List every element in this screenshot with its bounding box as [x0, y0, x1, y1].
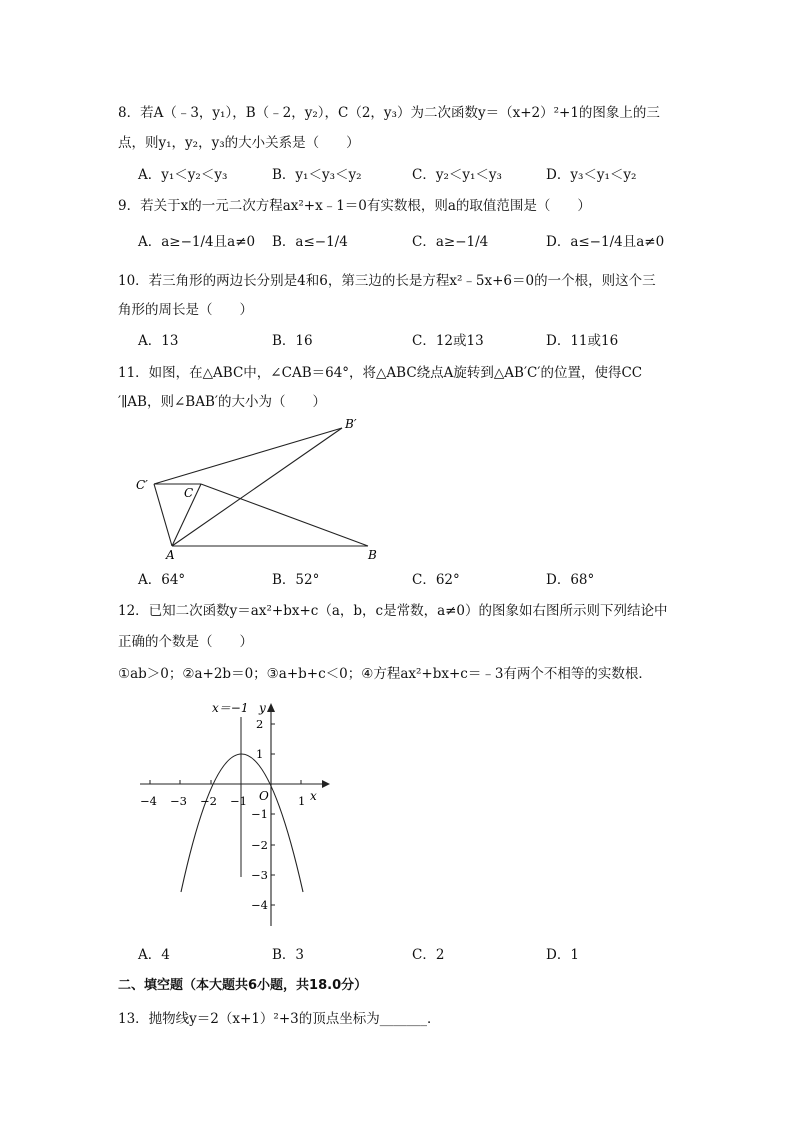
- q8-option-d[interactable]: D．y₃＜y₁＜y₂: [546, 167, 637, 183]
- q9-option-a[interactable]: A．a≥−1/4且a≠0: [138, 234, 256, 250]
- q10-option-d[interactable]: D．11或16: [546, 333, 619, 349]
- q9-option-d[interactable]: D．a≤−1/4且a≠0: [546, 234, 665, 250]
- x-tick-label: −1: [230, 794, 247, 808]
- q12-stem-line1: 12．已知二次函数y＝ax²+bx+c（a，b，c是常数，a≠0）的图象如右图所示则下列结论中: [118, 603, 668, 619]
- label-b: B: [368, 548, 377, 562]
- q11-stem-line2: ′∥AB，则∠BAB′的大小为（ ）: [118, 394, 326, 410]
- q12-statements: ①ab＞0；②a+2b＝0；③a+b+c＜0；④方程ax²+bx+c＝﹣3有两个不相等的实数根．: [118, 666, 652, 682]
- segment-a-bprime: [172, 428, 342, 546]
- q10-option-b[interactable]: B．16: [272, 333, 313, 349]
- q8-option-a[interactable]: A．y₁＜y₂＜y₃: [138, 167, 228, 183]
- label-b-prime: B′: [345, 417, 357, 431]
- q13-stem: 13．抛物线y＝2（x+1）²+3的顶点坐标为_______．: [118, 1011, 441, 1027]
- y-axis-arrow: [267, 703, 275, 712]
- q9-stem: 9．若关于x的一元二次方程ax²+x﹣1＝0有实数根，则a的取值范围是（ ）: [118, 198, 591, 214]
- q10-option-a[interactable]: A．13: [138, 333, 179, 349]
- y-tick-label: −1: [251, 807, 268, 821]
- q9-option-b[interactable]: B．a≤−1/4: [272, 234, 348, 250]
- y-tick-label: −3: [251, 868, 268, 882]
- symmetry-line-label: x＝−1: [212, 701, 249, 715]
- q10-option-c[interactable]: C．12或13: [412, 333, 484, 349]
- q8-stem-line2: 点，则y₁，y₂，y₃的大小关系是（ ）: [118, 135, 360, 151]
- q12-option-d[interactable]: D．1: [546, 947, 579, 963]
- segment-cprime-bprime: [154, 428, 342, 484]
- origin-label: O: [259, 789, 269, 803]
- q10-stem-line1: 10．若三角形的两边长分别是4和6，第三边的长是方程x²﹣5x+6＝0的一个根，则这个三: [118, 273, 656, 289]
- section-heading: 二、填空题（本大题共6小题，共18.0分）: [118, 978, 368, 993]
- x-axis-arrow: [322, 780, 330, 788]
- label-c: C: [184, 486, 194, 500]
- y-tick-label: 1: [256, 747, 264, 761]
- y-tick-label: −2: [251, 838, 268, 852]
- q9-option-c[interactable]: C．a≥−1/4: [412, 234, 489, 250]
- q11-option-b[interactable]: B．52°: [272, 572, 320, 588]
- y-tick-label: 2: [256, 717, 264, 731]
- q11-stem-line1: 11．如图，在△ABC中，∠CAB＝64°，将△ABC绕点A旋转到△AB′C′的位置，使得CC: [118, 365, 643, 381]
- q10-stem-line2: 角形的周长是（ ）: [118, 302, 253, 318]
- segment-c-b: [201, 484, 368, 546]
- parabola-curve: [181, 754, 306, 892]
- q12-stem-line2: 正确的个数是（ ）: [118, 634, 253, 650]
- y-tick-label: −4: [251, 898, 268, 912]
- y-axis-label: y: [259, 701, 266, 715]
- label-c-prime: C′: [136, 478, 148, 492]
- q8-option-c[interactable]: C．y₂＜y₁＜y₃: [412, 167, 502, 183]
- q11-option-c[interactable]: C．62°: [412, 572, 460, 588]
- x-tick-label: −4: [140, 794, 157, 808]
- q11-option-d[interactable]: D．68°: [546, 572, 595, 588]
- x-tick-label: −2: [200, 794, 217, 808]
- segment-cprime-a: [154, 484, 172, 546]
- x-tick-label: 1: [298, 794, 306, 808]
- q12-option-a[interactable]: A．4: [138, 947, 170, 963]
- x-tick-label: −3: [170, 794, 187, 808]
- segment-c-a: [172, 484, 201, 546]
- x-axis-label: x: [310, 789, 317, 803]
- q8-option-b[interactable]: B．y₁＜y₃＜y₂: [272, 167, 362, 183]
- q12-option-b[interactable]: B．3: [272, 947, 305, 963]
- q12-option-c[interactable]: C．2: [412, 947, 445, 963]
- q11-option-a[interactable]: A．64°: [138, 572, 186, 588]
- q8-stem-line1: 8．若A（﹣3，y₁），B（﹣2，y₂），C（2，y₃）为二次函数y＝（x+2）²+1的图象上的三: [118, 105, 660, 121]
- label-a: A: [166, 548, 175, 562]
